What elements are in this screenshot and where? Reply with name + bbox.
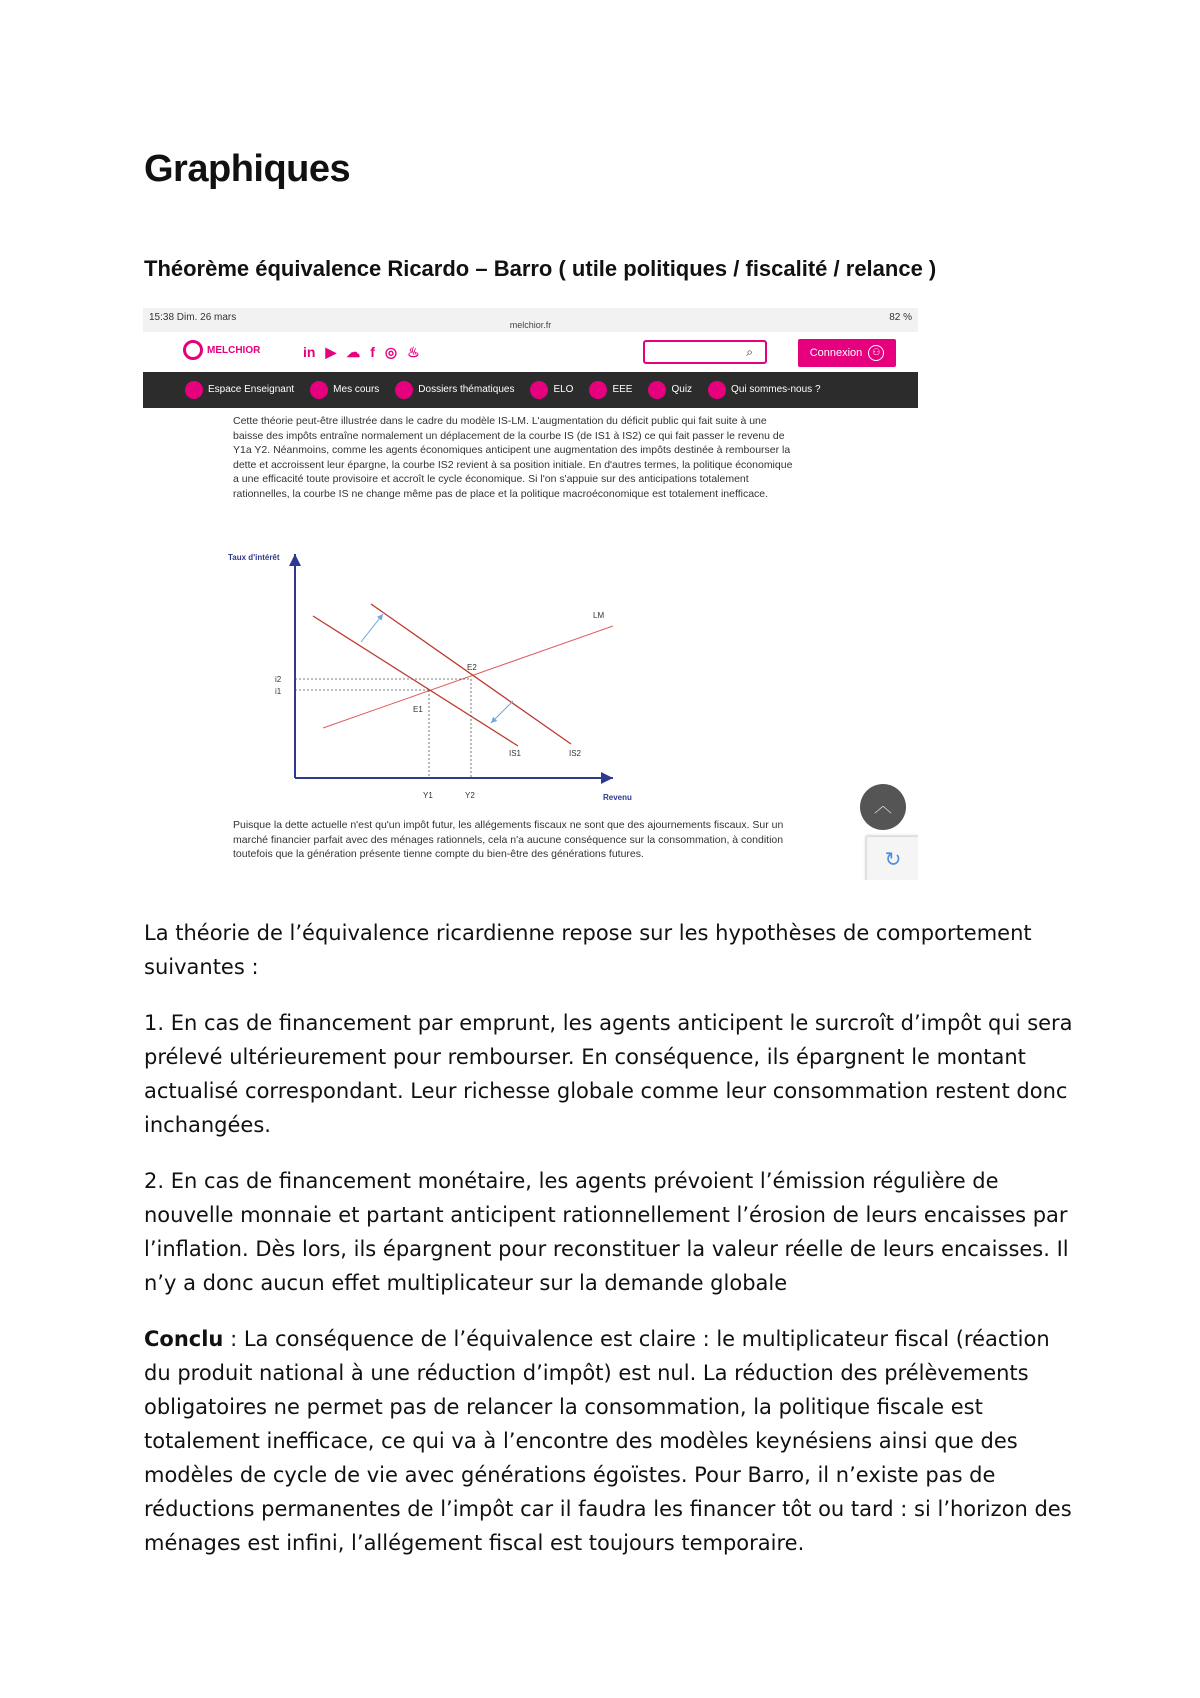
connexion-label: Connexion bbox=[809, 347, 863, 359]
embedded-screenshot bbox=[143, 308, 918, 880]
lm-label: LM bbox=[593, 611, 605, 620]
recaptcha-icon: ↻ bbox=[884, 848, 902, 871]
conclusion-text: : La conséquence de l’équivalence est claire : le multiplicateur fiscal (réaction du produit national à une réduction d’impôt) est nul. La réduction des prélèvements obligatoires ne permet pas de relancer la consommation, la politique fiscale est totalement inefficace, ce qui va à l’encontre des modèles keynésiens ainsi que des modèles de cycle de vie avec générations égoïstes. Pour Barro, il n’existe pas de réductions permanentes de l’impôt car il faudra les financer tôt ou tard : si l’horizon des ménages est infini, l’allégement fiscal est toujours temporaire. bbox=[144, 1327, 1072, 1555]
document-body bbox=[144, 916, 1074, 1582]
nav-label: Qui sommes-nous ? bbox=[731, 384, 821, 395]
x-axis-label: Revenu bbox=[603, 793, 632, 802]
y-axis-label: Taux d'intérêt bbox=[228, 553, 280, 562]
nav-label: EEE bbox=[612, 384, 633, 395]
y1-label: Y1 bbox=[423, 791, 433, 800]
is2-label: IS2 bbox=[569, 749, 582, 758]
search-icon[interactable]: ⌕ bbox=[746, 345, 753, 359]
status-time: 15:38 Dim. 26 mars bbox=[149, 312, 237, 323]
logo-mark-icon bbox=[183, 340, 203, 360]
chevron-up-icon: ︿ bbox=[874, 796, 892, 816]
soundcloud-icon[interactable]: ☁ bbox=[346, 344, 361, 360]
status-battery: 82 % bbox=[889, 312, 912, 323]
shift-arrow-up bbox=[361, 614, 383, 642]
nav-item-espace-enseignant[interactable] bbox=[185, 381, 294, 399]
y2-label: Y2 bbox=[465, 791, 475, 800]
facebook-icon[interactable]: f bbox=[370, 344, 375, 360]
logo-text: MELCHIOR bbox=[207, 344, 261, 356]
nav-item-elo[interactable] bbox=[530, 381, 573, 399]
eee-icon bbox=[589, 381, 607, 399]
nav-label: Espace Enseignant bbox=[208, 384, 295, 395]
social-links bbox=[303, 344, 420, 361]
paragraph-intro: La théorie de l’équivalence ricardienne repose sur les hypothèses de comportement suivantes : bbox=[144, 921, 1032, 979]
instagram-icon[interactable]: ◎ bbox=[384, 344, 398, 360]
nav-item-quiz[interactable] bbox=[648, 381, 692, 399]
is1-label: IS1 bbox=[509, 749, 522, 758]
elo-icon bbox=[530, 381, 548, 399]
site-header bbox=[143, 332, 918, 372]
i1-label: i1 bbox=[275, 687, 282, 696]
folder-icon bbox=[395, 381, 413, 399]
user-icon: ⚇ bbox=[868, 345, 884, 361]
e1-label: E1 bbox=[413, 705, 423, 714]
page-title: Graphiques bbox=[144, 148, 351, 190]
site-nav bbox=[143, 372, 918, 408]
i2-label: i2 bbox=[275, 675, 282, 684]
lm-curve bbox=[323, 626, 613, 728]
section-title: Théorème équivalence Ricardo – Barro ( utile politiques / fiscalité / relance ) bbox=[144, 256, 937, 281]
nav-label: Dossiers thématiques bbox=[418, 384, 515, 395]
conclusion-label: Conclu bbox=[144, 1327, 224, 1351]
connexion-button[interactable] bbox=[798, 339, 896, 367]
e2-label: E2 bbox=[467, 663, 477, 672]
other-social-icon[interactable]: ♨ bbox=[407, 344, 420, 360]
nav-label: Mes cours bbox=[333, 384, 380, 395]
nav-item-qui-sommes-nous[interactable] bbox=[708, 381, 820, 399]
paragraph-conclusion bbox=[144, 1322, 1074, 1560]
status-url[interactable]: melchior.fr bbox=[509, 320, 552, 330]
nav-label: ELO bbox=[553, 384, 574, 395]
youtube-icon[interactable]: ▶ bbox=[325, 344, 337, 360]
nav-item-dossiers[interactable] bbox=[395, 381, 514, 399]
shift-arrow-down bbox=[491, 701, 513, 723]
article-intro: Cette théorie peut-être illustrée dans le cadre du modèle IS-LM. L'augmentation du déficit public qui fait suite à une baisse des impôts entraîne normalement un déplacement de la courbe IS (de IS1 à IS2) ce qui fait passer le revenu de Y1a Y2. Néanmoins, comme les agents économiques anticipent une augmentation des impôts destinée à rembourser la dette et accroissent leur épargne, la courbe IS2 revient à sa position initiale. En d'autres termes, la politique économique a une efficacité toute provisoire et accroît le cycle économique. Si l'on s'appuie sur des anticipations totalement rationnelles, la courbe IS ne change même pas de place et la politique macroéconomique est totalement inefficace. bbox=[233, 415, 793, 500]
linkedin-icon[interactable]: in bbox=[303, 344, 316, 360]
ios-status-bar bbox=[143, 308, 918, 332]
nav-item-mes-cours[interactable] bbox=[310, 381, 379, 399]
courses-icon bbox=[310, 381, 328, 399]
teacher-icon bbox=[185, 381, 203, 399]
nav-item-eee[interactable] bbox=[589, 381, 632, 399]
is-lm-diagram bbox=[213, 546, 813, 816]
scroll-to-top-button[interactable] bbox=[860, 784, 906, 830]
nav-label: Quiz bbox=[671, 384, 693, 395]
info-icon bbox=[708, 381, 726, 399]
paragraph-emprunt: 1. En cas de financement par emprunt, les agents anticipent le surcroît d’impôt qui sera prélevé ultérieurement pour rembourser. En conséquence, ils épargnent le montant actualisé correspondant. Leur richesse globale comme leur consommation restent donc inchangées. bbox=[144, 1011, 1073, 1137]
article-outro: Puisque la dette actuelle n'est qu'un impôt futur, les allégements fiscaux ne sont que des ajournements fiscaux. Sur un marché financier parfait avec des ménages rationnels, cela n'a aucune conséquence sur la consommation, à condition toutefois que la génération présente tienne compte du bien-être des générations futures. bbox=[233, 819, 784, 860]
quiz-icon bbox=[648, 381, 666, 399]
recaptcha-badge[interactable] bbox=[866, 836, 918, 880]
paragraph-monetaire: 2. En cas de financement monétaire, les agents prévoient l’émission régulière de nouvelle monnaie et partant anticipent rationnellement l’érosion de leurs encaisses par l’inflation. Dès lors, ils épargnent pour reconstituer la valeur réelle de leurs encaisses. Il n’y a donc aucun effet multiplicateur sur la demande globale bbox=[144, 1169, 1069, 1295]
melchior-logo[interactable] bbox=[183, 340, 260, 360]
site-search-input[interactable] bbox=[643, 340, 767, 364]
